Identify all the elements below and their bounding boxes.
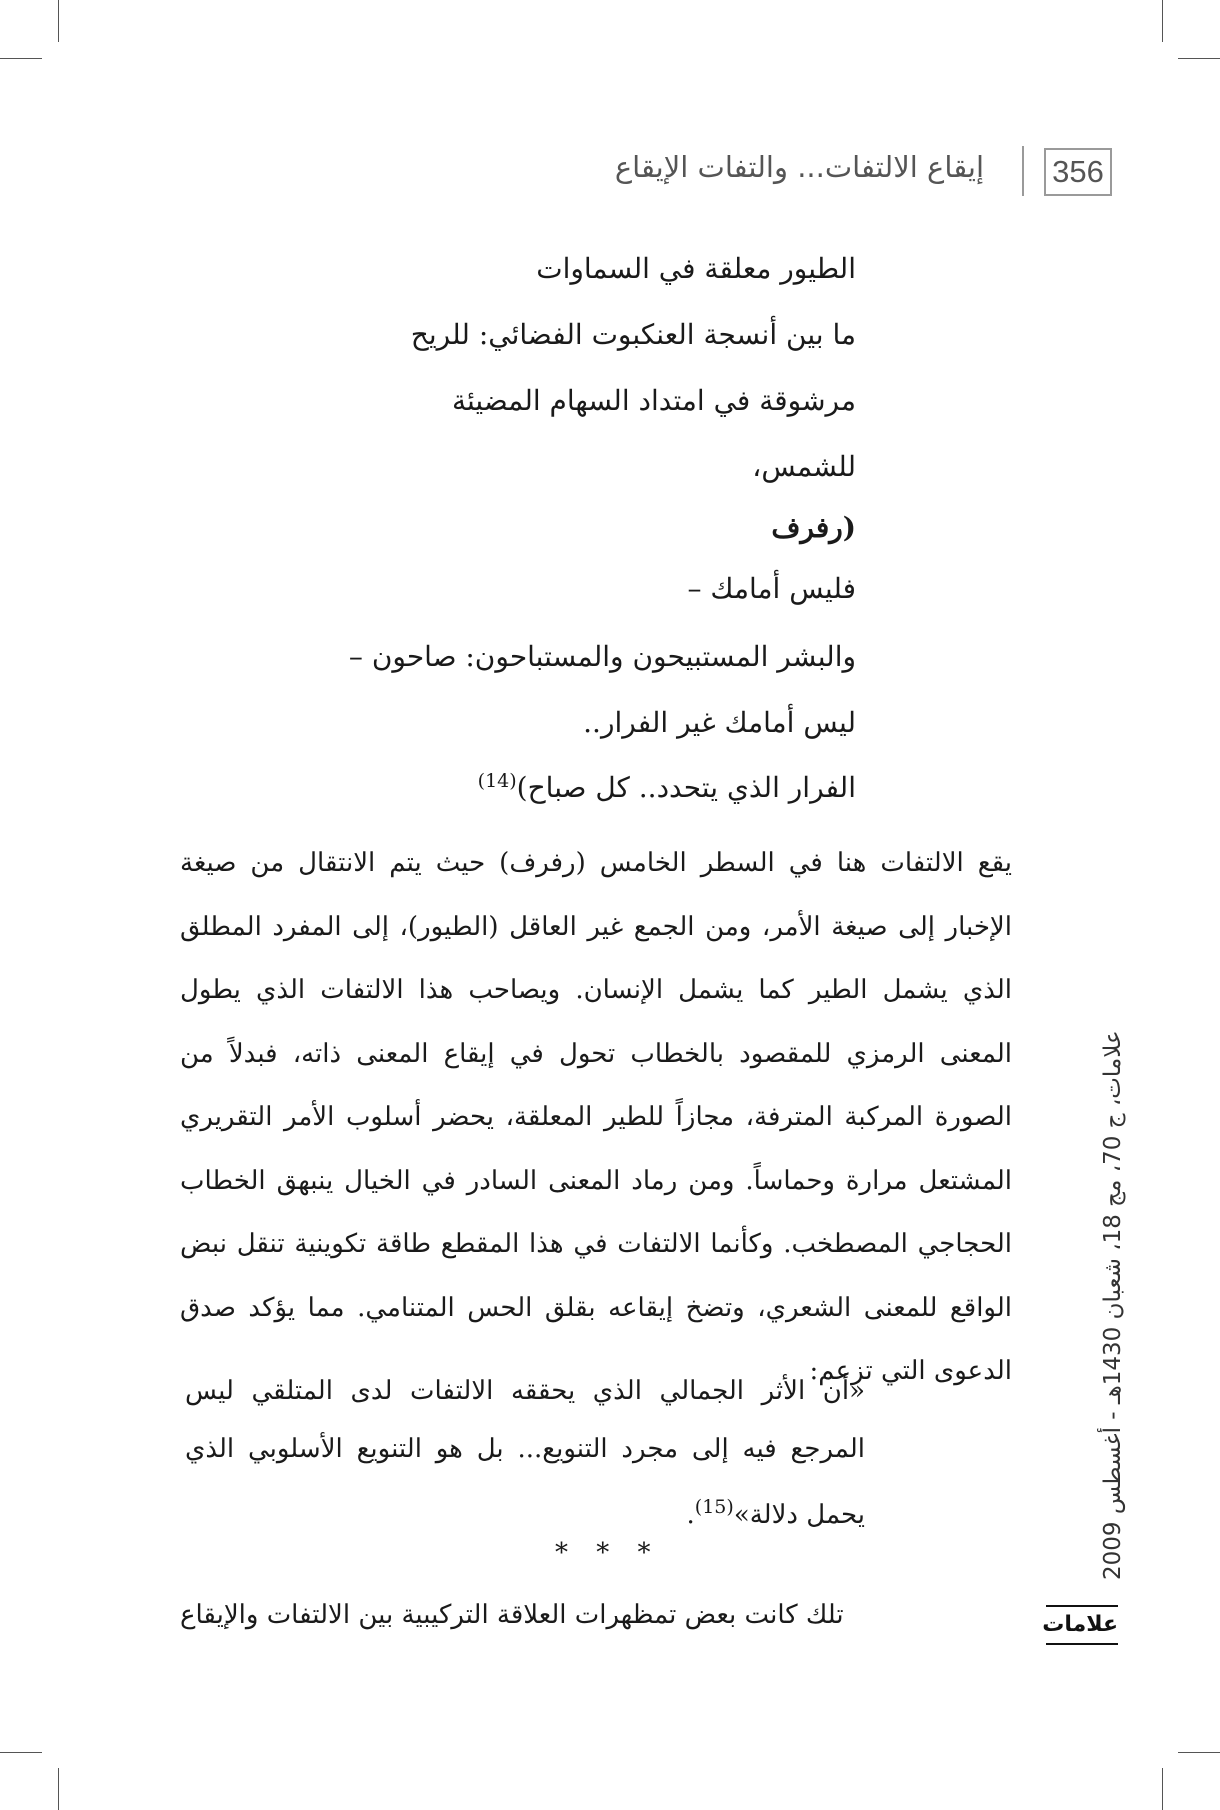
crop-mark [58, 0, 59, 42]
quote-end: . [686, 1500, 695, 1530]
body-paragraph: يقع الالتفات هنا في السطر الخامس (رفرف) حيث يتم الانتقال من صيغة الإخبار إلى صيغة الأمر، ومن الجمع غير العاقل (الطيور)، إلى المفرد المطلق الذي يشمل الطير كما يشمل الإنسان. ويصاحب هذا الالتفات الذي يطول المعنى الرمزي للمقصود بالخطاب تحول في إيقاع المعنى ذاته، فبدلاً من الصورة المركبة المترفة، مجازاً للطير المعلقة، يحضر أسلوب الأمر التقريري المشتعل مرارة وحماساً. ومن رماد المعنى السادر في الخيال ينبهق الخطاب الحجاجي المصطخب. وكأنما الالتفات في هذا المقطع طاقة تكوينية تنقل نبض الواقع للمعنى الشعري، وتضخ إيقاعه بقلق الحس المتنامي. مما يؤكد صدق الدعوى التي تزعم: [180, 848, 1012, 1386]
header-divider [1022, 146, 1024, 196]
closing-line: تلك كانت بعض تمظهرات العلاقة التركيبية بين الالتفات والإيقاع [180, 1600, 844, 1630]
poem-line: ليس أمامك غير الفرار.. [583, 706, 856, 739]
footnote-ref: (15) [694, 1496, 734, 1518]
poem-line: للشمس، [752, 450, 856, 483]
poem-line: والبشر المستبيحون والمستباحون: صاحون – [348, 640, 856, 673]
logo-rule-bottom [1046, 1643, 1118, 1645]
crop-mark [0, 1752, 42, 1753]
poem-line-text: الفرار الذي يتحدد.. كل صباح) [516, 771, 856, 804]
page-number: 356 [1044, 148, 1112, 196]
poem-line: فليس أمامك – [687, 572, 856, 605]
poem-line: (رفرف [771, 511, 856, 544]
running-title: إيقاع الالتفات... والتفات الإيقاع [614, 150, 984, 184]
journal-logo-text: علامات [1042, 1612, 1118, 1637]
poem-line-last [478, 770, 856, 804]
quote-paragraph [185, 1362, 865, 1544]
journal-logo [1042, 1605, 1118, 1645]
crop-mark [1178, 1752, 1220, 1753]
section-separator: * * * [555, 1538, 661, 1568]
crop-mark [0, 58, 42, 59]
poem-line: الطيور معلقة في السماوات [536, 252, 856, 285]
page-header [0, 138, 1220, 208]
crop-mark [1162, 1768, 1163, 1810]
quote-text: «أن الأثر الجمالي الذي يحققه الالتفات لدى المتلقي ليس المرجع فيه إلى مجرد التنويع... بل هو التنويع الأسلوبي الذي يحمل دلالة» [185, 1376, 865, 1530]
crop-mark [1178, 58, 1220, 59]
crop-mark [1162, 0, 1163, 42]
poem-line: مرشوقة في امتداد السهام المضيئة [451, 384, 856, 417]
footnote-ref: (14) [477, 770, 517, 792]
crop-mark [58, 1768, 59, 1810]
poem-line: ما بين أنسجة العنكبوت الفضائي: للريح [410, 318, 856, 351]
logo-rule-top [1046, 1605, 1118, 1607]
journal-info: علامات، ج 70، مج 18، شعبان 1430هـ - أغسطس 2009 [1100, 1030, 1126, 1580]
